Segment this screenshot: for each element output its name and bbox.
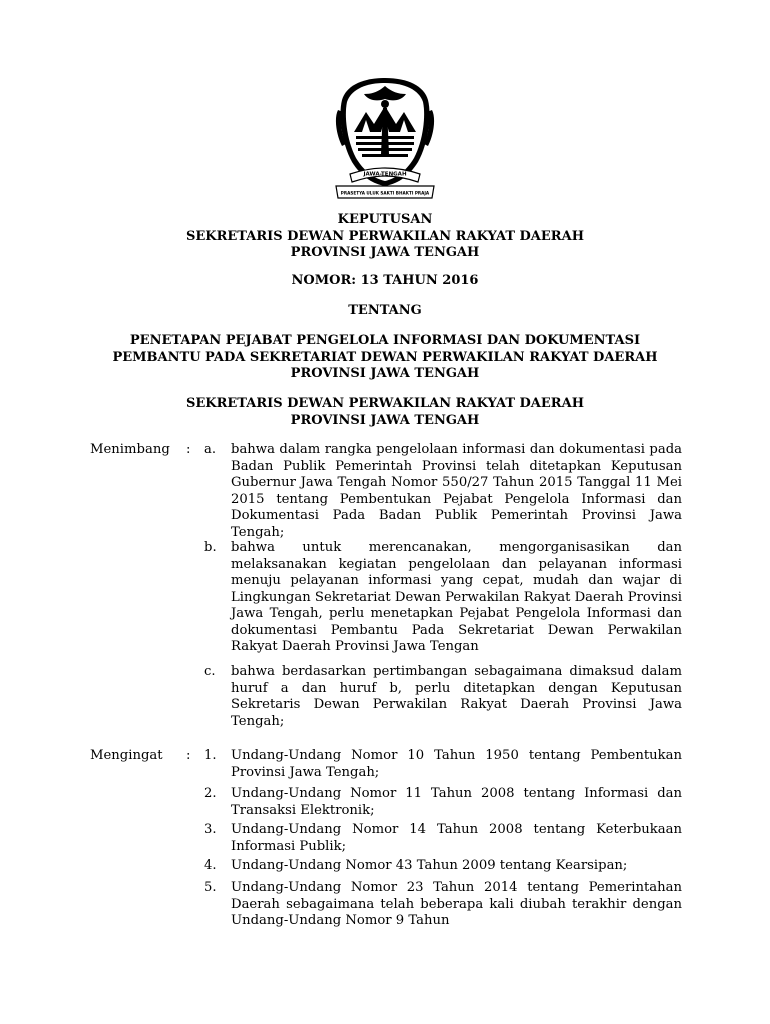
- item-marker: 1.: [204, 748, 217, 763]
- menimbang-item-a: [204, 442, 682, 541]
- menimbang-label: Menimbang: [90, 442, 170, 457]
- mengingat-label: Mengingat: [90, 748, 163, 763]
- issuer-line1: SEKRETARIS DEWAN PERWAKILAN RAKYAT DAERAH: [186, 396, 584, 411]
- item-text: Undang-Undang Nomor 23 Tahun 2014 tentang Pemerintahan Daerah sebagaimana telah beberapa kali diubah terakhir dengan Undang-Undang Nomor 9 Tahun: [231, 880, 682, 928]
- issuer-title-line2: PROVINSI JAWA TENGAH: [290, 245, 480, 260]
- item-marker: a.: [204, 442, 217, 457]
- item-text: bahwa untuk merencanakan, mengorganisasikan dan melaksanakan kegiatan pengelolaan dan pelayanan informasi menuju pelayanan informasi yang cepat, mudah dan wajar di Lingkungan Sekretariat Dewan Perwakilan Rakyat Daerah Provinsi Jawa Tengah, perlu menetapkan Pejabat Pengelola Informasi dan dokumentasi Pembantu Pada Sekretariat Dewan Perwakilan Rakyat Daerah Provinsi Jawa Tengan: [231, 540, 682, 654]
- document-type-title: KEPUTUSAN: [337, 212, 433, 227]
- menimbang-item-c: [204, 664, 682, 730]
- item-marker: 4.: [204, 858, 217, 873]
- item-text: Undang-Undang Nomor 43 Tahun 2009 tentang Kearsipan;: [231, 858, 628, 873]
- item-marker: 3.: [204, 822, 217, 837]
- mengingat-item-2: [204, 786, 682, 819]
- mengingat-item-4: [204, 858, 682, 875]
- item-marker: 5.: [204, 880, 217, 895]
- subject-line2: PEMBANTU PADA SEKRETARIAT DEWAN PERWAKILAN RAKYAT DAERAH: [112, 349, 658, 365]
- jawa-tengah-emblem-icon: [332, 74, 438, 204]
- svg-text:JAWA-TENGAH: JAWA-TENGAH: [363, 171, 407, 178]
- mengingat-colon: :: [186, 748, 191, 763]
- subject-line1: PENETAPAN PEJABAT PENGELOLA INFORMASI DAN DOKUMENTASI: [129, 333, 641, 348]
- item-marker: c.: [204, 664, 216, 679]
- item-text: Undang-Undang Nomor 14 Tahun 2008 tentang Keterbukaan Informasi Publik;: [231, 822, 682, 854]
- mengingat-item-5: [204, 880, 682, 930]
- item-text: Undang-Undang Nomor 11 Tahun 2008 tentang Informasi dan Transaksi Elektronik;: [231, 786, 682, 818]
- subject-line3: PROVINSI JAWA TENGAH: [290, 366, 480, 381]
- about-heading: TENTANG: [348, 303, 422, 318]
- mengingat-item-1: [204, 748, 682, 781]
- mengingat-item-3: [204, 822, 682, 855]
- item-marker: b.: [204, 540, 217, 555]
- issuer-line2: PROVINSI JAWA TENGAH: [290, 412, 480, 428]
- menimbang-item-b: [204, 540, 682, 656]
- document-number: NOMOR: 13 TAHUN 2016: [291, 273, 479, 288]
- item-text: bahwa berdasarkan pertimbangan sebagaimana dimaksud dalam huruf a dan huruf b, perlu ditetapkan dengan Keputusan Sekretaris Dewan Perwakilan Rakyat Daerah Provinsi Jawa Tengah;: [231, 664, 682, 729]
- item-text: bahwa dalam rangka pengelolaan informasi dan dokumentasi pada Badan Publik Pemerintah Provinsi telah ditetapkan Keputusan Gubernur Jawa Tengah Nomor 550/27 Tahun 2015 Tanggal 11 Mei 2015 tentang Pembentukan Pejabat Pengelola Informasi dan Dokumentasi Pada Badan Publik Pemerintah Provinsi Jawa Tengah;: [231, 442, 682, 540]
- item-text: Undang-Undang Nomor 10 Tahun 1950 tentang Pembentukan Provinsi Jawa Tengah;: [231, 748, 682, 780]
- svg-text:PRASETYA ULUK SAKTI BHAKTI PRA: PRASETYA ULUK SAKTI BHAKTI PRAJA: [340, 190, 430, 196]
- item-marker: 2.: [204, 786, 217, 801]
- issuer-title-line1: SEKRETARIS DEWAN PERWAKILAN RAKYAT DAERAH: [186, 228, 584, 244]
- menimbang-colon: :: [186, 442, 191, 457]
